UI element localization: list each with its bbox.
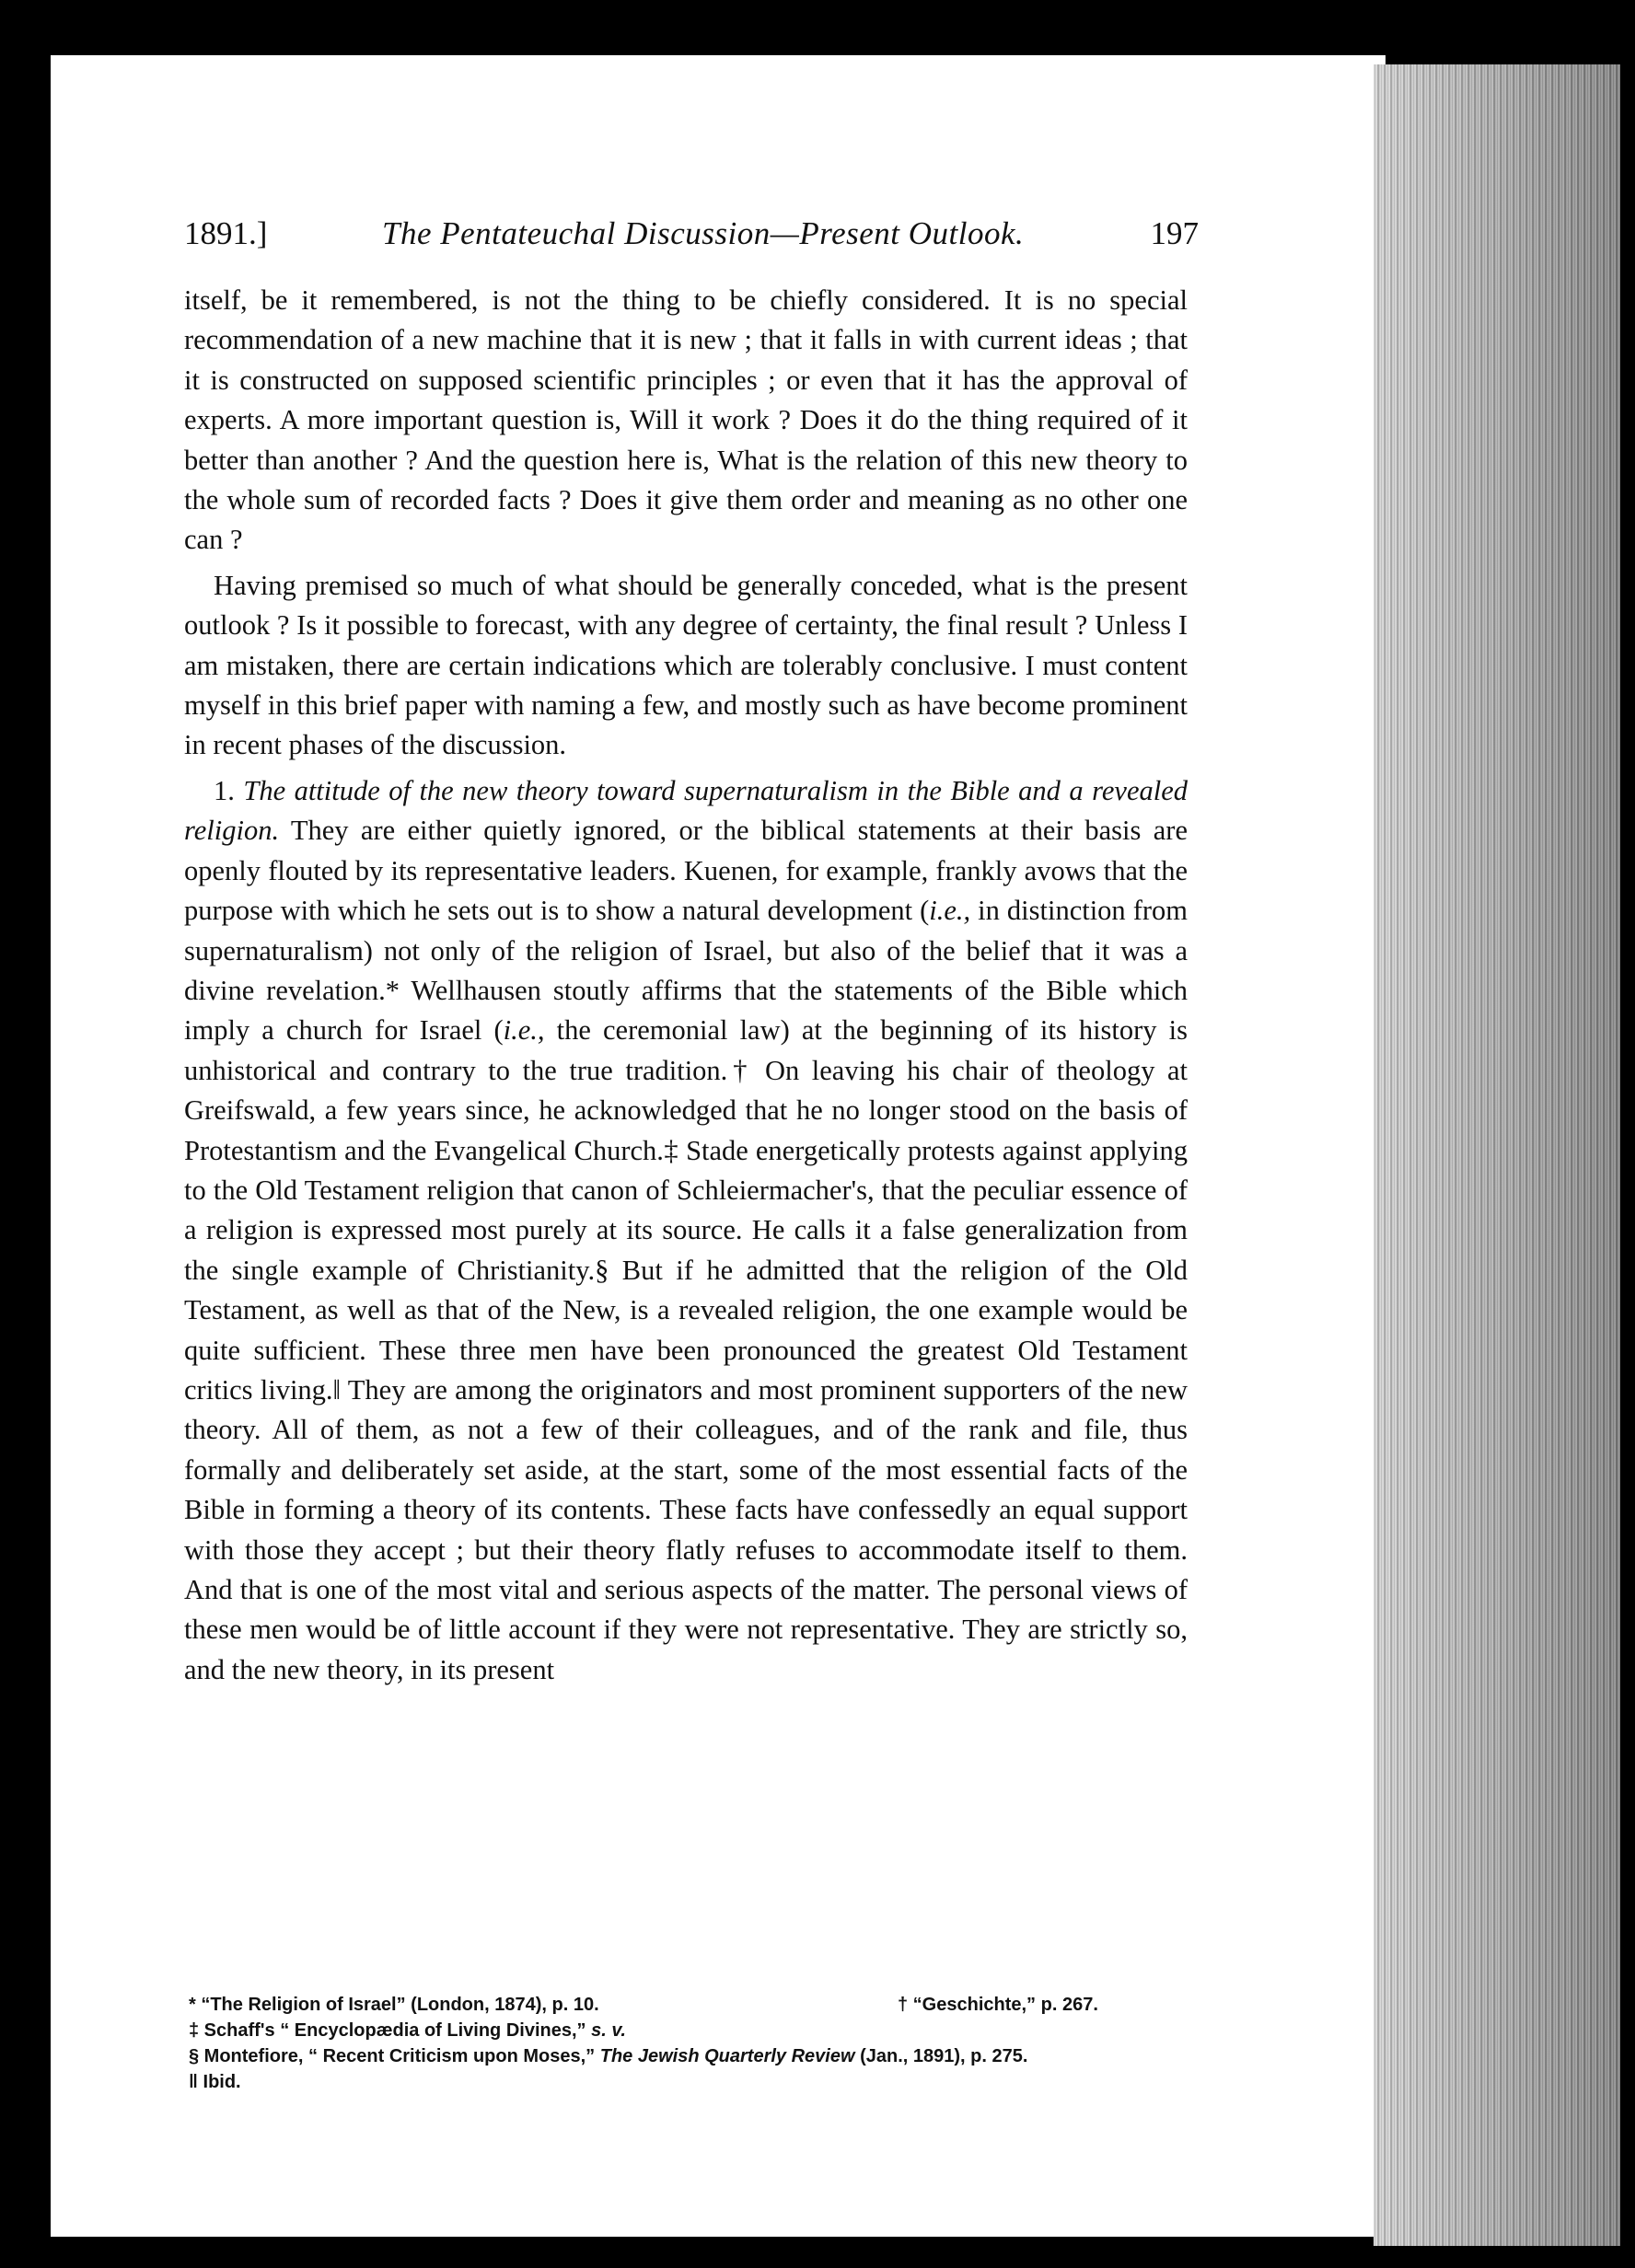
footnote-1: * “The Religion of Israel” (London, 1874), p. 10. [189, 1995, 599, 2015]
body-text [184, 281, 1188, 1690]
running-head-year: 1891.] [184, 215, 268, 251]
page-content [184, 207, 1199, 1695]
footnote-row-2 [189, 2018, 1188, 2043]
abbrev-ie-2: i.e., [503, 1014, 545, 1047]
section-number: 1. [214, 774, 244, 806]
section-heading: The attitude of the new theory toward supernaturalism in the Bible and a revealed religion. [184, 774, 1189, 847]
footnote-5: ‖ Ibid. [189, 2072, 241, 2092]
footnote-row-1 [189, 1992, 1188, 2018]
book-page-edges [1374, 64, 1620, 2246]
footnote-3-abbrev: s. v. [591, 2020, 626, 2041]
running-head [184, 207, 1199, 260]
footnote-4: § Montefiore, “ Recent Criticism upon Moses,” [189, 2046, 600, 2066]
paragraph-2: Having premised so much of what should be generally conceded, what is the present outlook ? Is it possible to forecast, with any degree of certainty, the final result ? Unless I am mistaken, there are certain indications which are tolerably conclusive. I must content myself in this brief paper with naming a few, and mostly such as have become prominent in recent phases of the discussion. [184, 569, 1188, 761]
footnote-row-3 [189, 2043, 1188, 2069]
paragraph-3-text-b: in distinction from supernaturalism) not only of the religion of Israel, but also of the belief that it was a divine revelation.* Wellhausen stoutly affirms that the statements of the Bible which imply a church for Israel ( [184, 895, 1188, 1047]
paragraph-1: itself, be it remembered, is not the thing to be chiefly considered. It is no special recommendation of a new machine that it is new ; that it falls in with current ideas ; that it is constructed on supposed scientific principles ; or even that it has the approval of experts. A more important question is, Will it work ? Does it do the thing required of it better than another ? And the question here is, What is the relation of this new theory to the whole sum of recorded facts ? Does it give them order and meaning as no other one can ? [184, 284, 1188, 556]
running-head-title: The Pentateuchal Discussion—Present Outlook. [382, 215, 1025, 251]
paragraph-3-text-a: They are either quietly ignored, or the biblical statements at their basis are openly flouted by its representative leaders. Kuenen, for example, frankly avows that the purpose with which he sets out is to show a natural development ( [184, 815, 1188, 927]
footnote-3: ‡ Schaff's “ Encyclopædia of Living Divines,” [189, 2020, 592, 2041]
abbrev-ie-1: i.e., [929, 895, 971, 927]
footnote-row-4 [189, 2069, 1188, 2095]
footnote-2: † “Geschichte,” p. 267. [898, 1995, 1098, 2015]
footnote-4-tail: (Jan., 1891), p. 275. [854, 2046, 1028, 2066]
paragraph-3-text-c: the ceremonial law) at the beginning of its history is unhistorical and contrary to the true tradition.† On leaving his chair of theology at Greifswald, a few years since, he acknowledged that he no longer stood on the basis of Protestantism and the Evangelical Church.‡ Stade energetically protests against applying to the Old Testament religion that canon of Schleiermacher's, that the peculiar essence of a religion is expressed most purely at its source. He calls it a false generalization from the single example of Christianity.§ But if he admitted that the religion of the Old Testament, as well as that of the New, is a revealed religion, the one example would be quite sufficient. These three men have been pronounced the greatest Old Testament critics living.‖ They are among the originators and most prominent supporters of the new theory. All of them, as not a few of their colleagues, and of the rank and file, thus formally and deliberately set aside, at the start, some of the most essential facts of the Bible in forming a theory of its contents. These facts have confessedly an equal support with those they accept ; but their theory flatly refuses to accommodate itself to them. And that is one of the most vital and serious aspects of the matter. The personal views of these men would be of little account if they were not representative. They are strictly so, and the new theory, in its present [184, 1014, 1188, 1685]
footnote-4-journal: The Jewish Quarterly Review [599, 2046, 855, 2066]
paragraph-3 [184, 771, 1188, 1690]
page-number: 197 [1150, 215, 1199, 251]
footnotes [189, 1992, 1188, 2095]
